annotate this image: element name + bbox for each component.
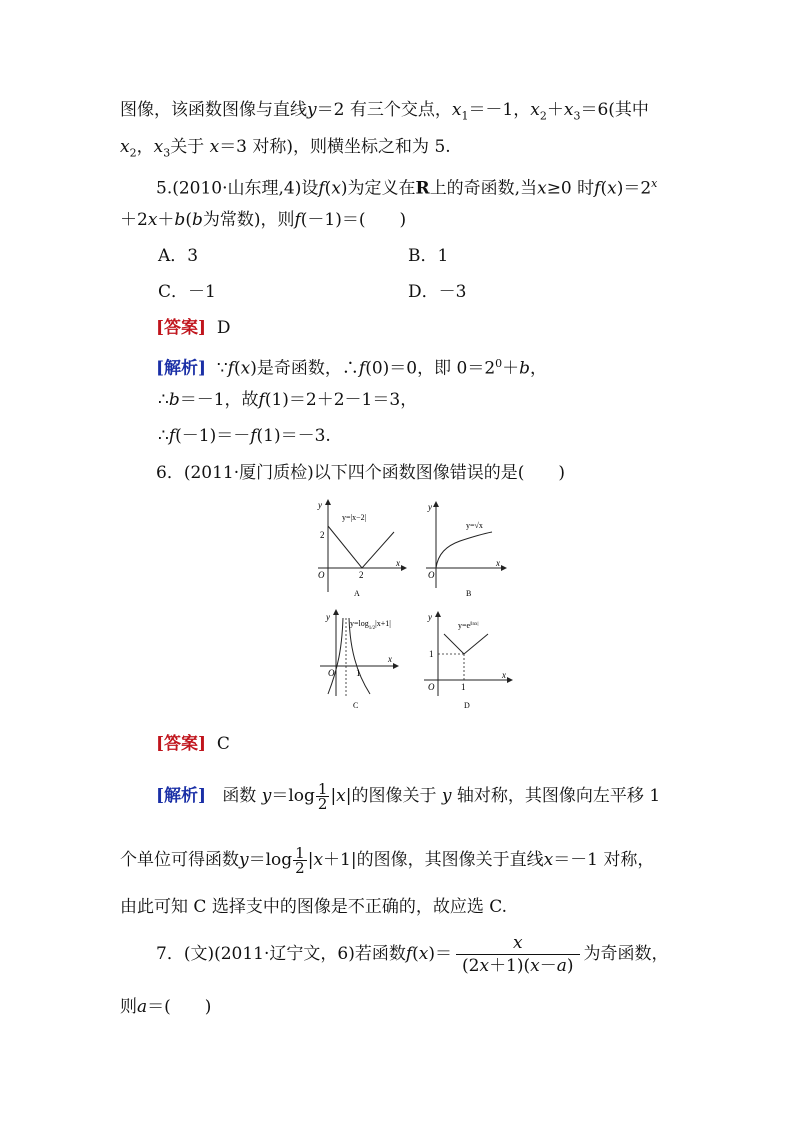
var: f <box>258 390 265 410</box>
curve <box>436 532 492 568</box>
intro-line-2 <box>120 136 451 164</box>
text: 则 <box>120 997 137 1017</box>
text: ＝－1 对称， <box>553 850 655 870</box>
q5-option-b: B．1 <box>408 246 449 266</box>
var: x <box>336 786 346 806</box>
var: x <box>120 137 130 157</box>
text: (1)＝－3. <box>256 426 331 446</box>
text: ＝( ) <box>147 997 212 1017</box>
text: (－1)＝( ) <box>300 210 407 230</box>
figure-label: D <box>464 701 470 710</box>
text: ＝6(其中 <box>580 100 649 120</box>
text: )是奇函数，∴ <box>250 358 359 379</box>
var: f <box>318 178 325 199</box>
text: ， <box>530 358 548 379</box>
var: a <box>137 997 148 1017</box>
text: ∵ <box>216 358 228 379</box>
text: ＋ <box>502 358 520 379</box>
figure-label: A <box>354 589 360 598</box>
text: 为奇函数， <box>583 944 669 964</box>
text: | <box>307 850 314 870</box>
var: f <box>227 358 235 379</box>
subscript: 2 <box>129 146 137 160</box>
analysis-tag: [解析] <box>156 358 207 379</box>
text: ＝－1， <box>468 100 531 120</box>
tick-label-x: 1 <box>356 668 361 678</box>
text: 图像，该函数图像与直线 <box>120 100 307 120</box>
text: ＝－1，故 <box>179 390 259 410</box>
q5-option-c: C．－1 <box>158 282 216 302</box>
text: ∴ <box>158 426 169 446</box>
axis-label-x: x <box>496 558 500 568</box>
graph-figure-a <box>310 496 410 600</box>
q6-analysis-line-1 <box>156 782 660 811</box>
text: 关于 <box>170 137 205 157</box>
text: ， <box>136 137 154 157</box>
q6-stem: 6．(2011·厦门质检)以下四个函数图像错误的是( ) <box>156 463 566 483</box>
set-symbol: R <box>415 178 430 199</box>
var: b <box>168 390 180 410</box>
var: f <box>405 944 413 964</box>
q7-stem-line-1 <box>156 932 669 977</box>
text: ＋ <box>546 100 564 120</box>
var: x <box>313 850 324 870</box>
answer-value: C <box>216 734 230 754</box>
text: 函数 <box>222 786 257 806</box>
text: ( <box>185 210 192 230</box>
axis-label-y: y <box>318 500 322 510</box>
exponent: 0 <box>495 357 503 370</box>
var: x <box>607 178 617 199</box>
equation-label: $y=e^{|lnx|}$ <box>458 621 479 630</box>
var: x <box>147 210 158 230</box>
text: ＝log <box>248 850 293 870</box>
graph-figure-b <box>420 496 510 600</box>
var: x <box>418 944 429 964</box>
subscript: 1 <box>461 109 469 123</box>
text: ( <box>324 178 332 199</box>
q5-stem-line-2 <box>120 209 406 231</box>
text: 5.(2010·山东理,4)设 <box>156 178 319 199</box>
var: b <box>191 210 203 230</box>
var: f <box>594 178 601 199</box>
text: | <box>330 786 337 806</box>
curve-right <box>349 618 370 694</box>
var: f <box>168 426 176 446</box>
text: ( <box>600 178 608 199</box>
graph-figure-d <box>420 608 516 712</box>
var: y <box>261 786 272 806</box>
fraction <box>456 932 580 977</box>
q5-option-a: A．3 <box>158 246 199 266</box>
var: y <box>441 786 452 806</box>
answer-tag: [答案] <box>156 318 207 338</box>
subscript: 3 <box>163 146 171 160</box>
text: ＋ <box>157 210 175 230</box>
numerator: x <box>456 932 580 955</box>
subscript: 3 <box>573 109 581 123</box>
var: y <box>239 850 249 870</box>
graph-figure-c <box>316 608 402 712</box>
text: (1)＝2＋2－1＝3， <box>264 390 418 410</box>
q7-stem-line-2 <box>120 996 211 1018</box>
text: ≥0 时 <box>546 178 595 199</box>
var: x <box>209 137 220 157</box>
text: 7．(文)(2011·辽宁文，6)若函数 <box>156 944 406 964</box>
text: )＝ <box>428 944 453 964</box>
equation-label: y=√x <box>466 521 483 530</box>
axis-label-x: x <box>396 558 400 568</box>
q5-analysis-line-2 <box>158 389 417 411</box>
tick-label-y: 1 <box>429 649 434 659</box>
tick-label-x: 2 <box>359 570 364 580</box>
subscript: 2 <box>539 109 547 123</box>
text: 个单位可得函数 <box>120 850 239 870</box>
var: x <box>240 358 251 379</box>
var: x <box>563 100 574 120</box>
text: ＋2 <box>120 210 148 230</box>
tick-label-x: 1 <box>461 682 466 692</box>
var: b <box>519 358 531 379</box>
var: b <box>174 210 186 230</box>
equation-label: $y=\log_{1/2}|x+1|$ <box>350 619 391 631</box>
figure-label: C <box>353 701 359 710</box>
text: ＋1|的图像，其图像关于直线 <box>323 850 544 870</box>
var: f <box>358 358 366 379</box>
var: x <box>537 178 547 199</box>
q6-analysis-line-2 <box>120 846 654 875</box>
text: ( <box>234 358 241 379</box>
text: (－1)＝－ <box>175 426 251 446</box>
q5-analysis-line-1 <box>156 353 547 380</box>
text: ( <box>412 944 419 964</box>
q5-option-d: D．－3 <box>408 282 467 302</box>
fraction: $\frac{1}{2}$ <box>317 780 328 813</box>
var: f <box>294 210 301 230</box>
var: y <box>307 100 317 120</box>
text: ＝2 有三个交点， <box>316 100 452 120</box>
var: x <box>530 100 540 120</box>
var: x <box>451 100 462 120</box>
q6-answer <box>156 733 230 755</box>
origin-label: O <box>428 682 435 692</box>
var: x <box>331 178 341 199</box>
axis-label-x: x <box>502 670 506 680</box>
origin-label: O <box>428 570 435 580</box>
intro-line-1 <box>120 99 649 127</box>
answer-value: D <box>216 318 231 338</box>
curve <box>444 634 488 654</box>
axis-label-y: y <box>326 612 330 622</box>
text: |的图像关于 <box>345 786 437 806</box>
axis-label-x: x <box>388 654 392 664</box>
q5-answer <box>156 317 231 339</box>
q6-analysis-line-3: 由此可知 C 选择支中的图像是不正确的，故应选 C. <box>120 897 508 917</box>
var: x <box>153 137 164 157</box>
text: 为常数)，则 <box>202 210 295 230</box>
var: f <box>250 426 257 446</box>
text: ＝log <box>271 786 315 806</box>
text: )为定义在 <box>340 178 416 199</box>
analysis-tag: [解析] <box>156 786 207 806</box>
axis-label-y: y <box>428 502 432 512</box>
text: 上的奇函数,当 <box>429 178 538 199</box>
equation-label: y=|x−2| <box>342 513 367 522</box>
axis-label-y: y <box>428 612 432 622</box>
text: ∴ <box>158 390 169 410</box>
q5-stem-line-1 <box>156 173 657 200</box>
q5-analysis-line-3 <box>158 425 331 447</box>
text: 轴对称，其图像向左平移 1 <box>456 786 661 806</box>
fraction: $\frac{1}{2}$ <box>295 844 305 877</box>
exponent: x <box>651 177 658 190</box>
var: x <box>543 850 554 870</box>
origin-label: O <box>318 570 325 580</box>
figure-label: B <box>466 589 472 598</box>
text: )＝2 <box>616 178 652 199</box>
tick-label-y: 2 <box>320 530 325 540</box>
text: ＝3 对称)，则横坐标之和为 5. <box>219 137 451 157</box>
answer-tag: [答案] <box>156 734 207 754</box>
denominator: (2x＋1)(x－a) <box>462 956 574 976</box>
origin-label: O <box>328 668 335 678</box>
text: (0)＝0，即 0＝2 <box>365 358 496 379</box>
curve <box>328 526 394 568</box>
